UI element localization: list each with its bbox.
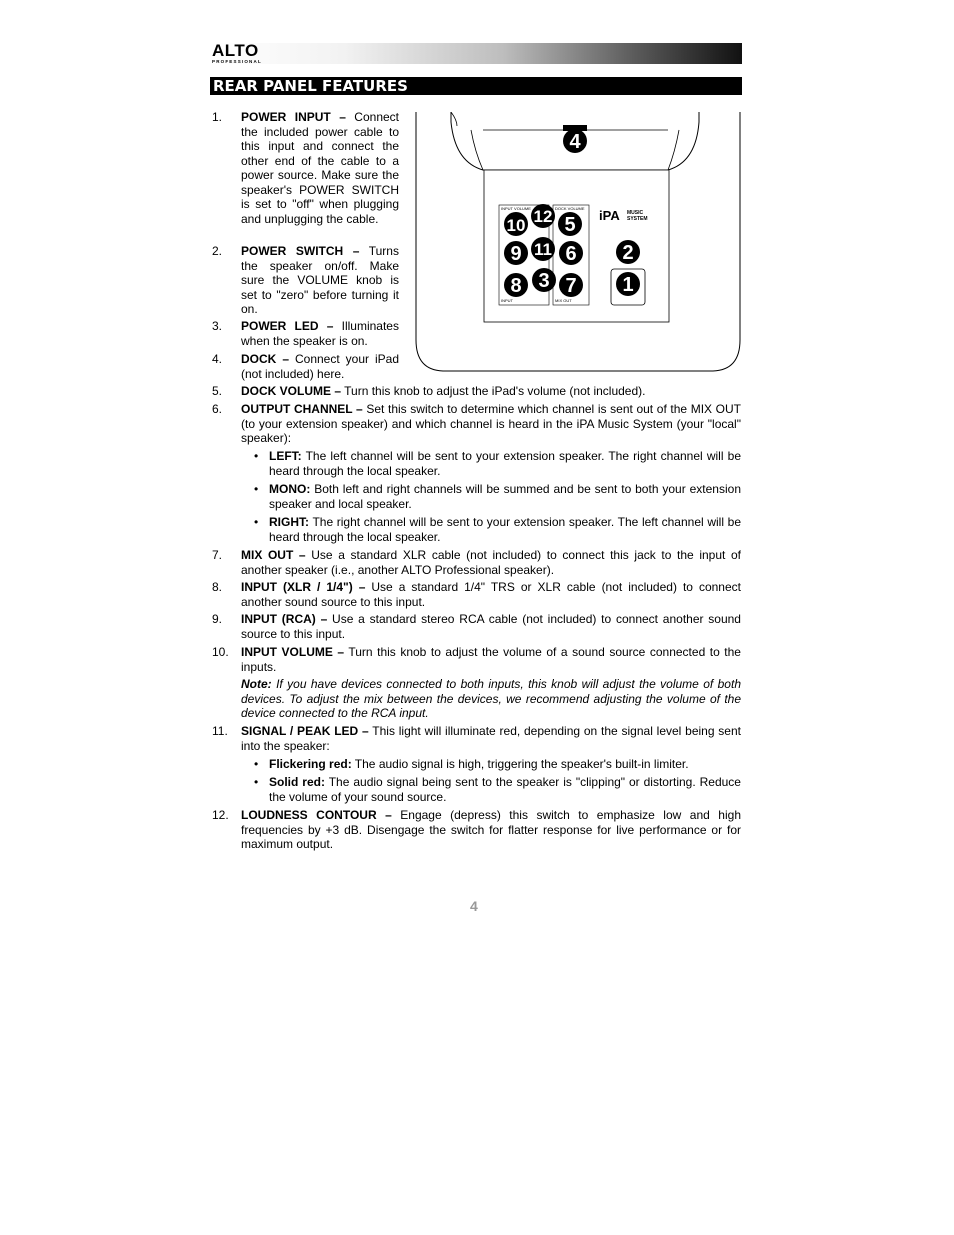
callout-10 (504, 212, 528, 236)
item-body (241, 352, 399, 381)
callout-1 (616, 272, 640, 296)
item-text: Turn this knob to adjust the iPad's volume (not included). (341, 384, 646, 398)
alto-logo (212, 42, 274, 66)
svg-text:7: 7 (565, 275, 577, 297)
callout-9 (504, 241, 528, 265)
svg-text:9: 9 (510, 243, 522, 265)
bullet-text: The audio signal being sent to the speaker is "clipping" or distorting. Reduce the volume of your sound source. (269, 775, 741, 804)
item-text: Set this switch to determine which channel is sent out of the MIX OUT (to your extension speaker) and which channel is heard in the iPA Music System (your "local" speaker): (241, 402, 742, 445)
bullet-title: MONO: (269, 482, 311, 496)
bullet-text: The right channel will be sent to your extension speaker. The left channel will be heard through the local speaker. (269, 515, 741, 544)
item-body (241, 808, 741, 852)
callout-8 (504, 273, 528, 297)
bullet-dot: • (254, 449, 259, 463)
bullet-dot: • (254, 775, 259, 789)
note-paragraph (241, 677, 741, 721)
item-number: 9. (212, 612, 223, 626)
item-body (241, 110, 399, 226)
page-number: 4 (470, 898, 478, 914)
item-body (241, 548, 741, 577)
item-text: Use a standard 1/4" TRS or XLR cable (not included) to connect another sound source to this input. (241, 580, 741, 609)
callout-7 (559, 273, 583, 297)
svg-text:10: 10 (506, 216, 526, 235)
brand-subtitle: PROFESSIONAL (212, 59, 262, 64)
item-title: POWER LED – (241, 319, 334, 333)
bullet-title: LEFT: (269, 449, 302, 463)
callout-2 (616, 240, 640, 264)
callout-12 (531, 204, 555, 228)
item-body (241, 319, 399, 348)
callout-3 (532, 268, 556, 292)
item-title: POWER INPUT – (241, 110, 346, 124)
item-number: 4. (212, 352, 223, 366)
item-body (241, 724, 741, 753)
svg-text:1: 1 (622, 274, 634, 296)
bullet-dot: • (254, 757, 259, 771)
bullet-text: The audio signal is high, triggering the speaker's built-in limiter. (351, 757, 689, 771)
item-text: This light will illuminate red, depending on the signal level being sent into the speaker: (241, 724, 741, 753)
bullet-dot: • (254, 482, 259, 496)
item-text: Use a standard XLR cable (not included) to connect this jack to the input of another speaker (i.e., another ALTO Professional speaker). (241, 548, 741, 577)
item-text: Use a standard stereo RCA cable (not included) to connect another sound source to this input. (241, 612, 741, 641)
callout-5 (558, 212, 582, 236)
item-title: OUTPUT CHANNEL – (241, 402, 363, 416)
rear-panel-diagram (413, 112, 743, 374)
ipa-logo: iPA (599, 208, 620, 223)
svg-text:11: 11 (534, 240, 552, 259)
item-title: DOCK VOLUME – (241, 384, 342, 398)
item-number: 11. (212, 724, 228, 738)
item-title: MIX OUT – (241, 548, 306, 562)
bullet-body (269, 757, 741, 772)
bullet-title: Solid red: (269, 775, 325, 789)
bullet-body (269, 449, 741, 478)
callout-4 (563, 129, 587, 153)
callout-11 (531, 237, 555, 261)
item-number: 5. (212, 384, 223, 398)
bullet-body (269, 482, 741, 511)
panel-label-mix-out: MIX OUT (555, 298, 572, 303)
bullet-body (269, 775, 741, 804)
item-title: LOUDNESS CONTOUR – (241, 808, 392, 822)
svg-text:5: 5 (564, 214, 576, 236)
svg-text:12: 12 (533, 207, 553, 226)
item-body (241, 645, 741, 674)
brand-name: ALTO (212, 41, 259, 60)
item-text: Illuminates when the speaker is on. (241, 319, 399, 348)
callout-6 (559, 241, 583, 265)
item-text: Turn this knob to adjust the volume of a sound source connected to the inputs. (241, 645, 741, 674)
item-body (241, 580, 741, 609)
note-text: If you have devices connected to both inputs, this knob will adjust the volume of both devices. To adjust the mix between the devices, we recommend adjusting the volume of the device connected to the RCA input. (241, 677, 741, 720)
panel-label-dock-volume: DOCK VOLUME (555, 206, 585, 211)
item-title: INPUT (RCA) – (241, 612, 328, 626)
item-number: 2. (212, 244, 223, 258)
item-text: Engage (depress) this switch to emphasize low and high frequencies by +3 dB. Disengage the switch for flatter response for live performance or for maximum output. (241, 808, 741, 851)
panel-label-input: INPUT (501, 298, 513, 303)
bullet-title: RIGHT: (269, 515, 309, 529)
svg-text:6: 6 (565, 243, 577, 265)
item-body (241, 244, 399, 317)
header-gradient-bar (212, 43, 742, 64)
item-text: Turns the speaker on/off. Make sure the VOLUME knob is set to "zero" before turning it on. (241, 244, 399, 316)
item-body (241, 612, 741, 641)
bullet-text: The left channel will be sent to your extension speaker. The right channel will be heard through the local speaker. (269, 449, 741, 478)
bullet-title: Flickering red: (269, 757, 352, 771)
ipa-logo-music: MUSIC (627, 210, 644, 216)
item-number: 6. (212, 402, 223, 416)
svg-text:8: 8 (510, 275, 522, 297)
svg-text:2: 2 (622, 242, 634, 264)
bullet-text: Both left and right channels will be summed and be sent to both your extension speaker and local speaker. (269, 482, 741, 511)
item-title: SIGNAL / PEAK LED – (241, 724, 369, 738)
note-title: Note: (241, 677, 272, 691)
item-number: 7. (212, 548, 223, 562)
section-title: REAR PANEL FEATURES (210, 77, 742, 95)
svg-text:3: 3 (538, 270, 550, 292)
item-number: 10. (212, 645, 229, 659)
item-body (241, 402, 741, 446)
item-text: Connect the included power cable to this input and connect the other end of the cable to a power source. Make sure the speaker's POWER SWITCH is set to "off" when plugging and unplugging the cable. (241, 110, 399, 226)
item-title: POWER SWITCH – (241, 244, 360, 258)
panel-label-input-volume: INPUT VOLUME (501, 206, 531, 211)
item-text: Connect your iPad (not included) here. (241, 352, 400, 381)
item-number: 8. (212, 580, 223, 594)
bullet-body (269, 515, 741, 544)
bullet-dot: • (254, 515, 259, 529)
ipa-logo-system: SYSTEM (627, 216, 648, 222)
item-number: 12. (212, 808, 229, 822)
svg-text:4: 4 (569, 131, 581, 153)
item-title: INPUT (XLR / 1/4") – (241, 580, 366, 594)
item-body (241, 384, 741, 399)
item-number: 1. (212, 110, 223, 124)
item-title: DOCK – (241, 352, 289, 366)
item-title: INPUT VOLUME – (241, 645, 345, 659)
item-number: 3. (212, 319, 223, 333)
